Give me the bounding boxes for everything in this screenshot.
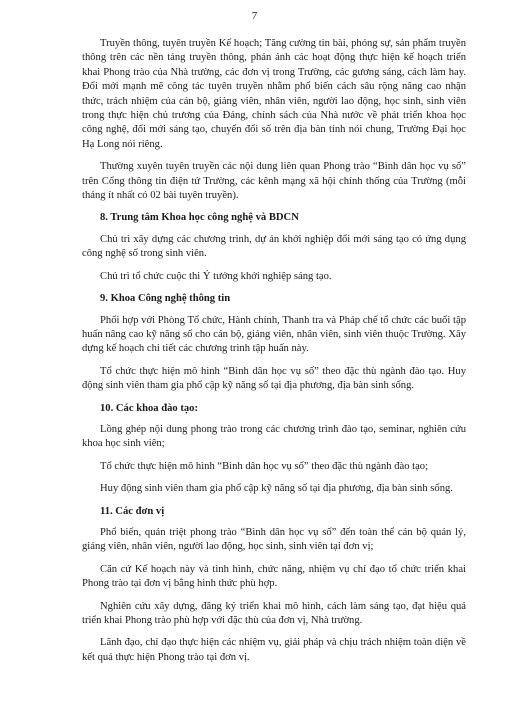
paragraph: Tổ chức thực hiện mô hình “Bình dân học vụ số” theo đặc thù ngành đào tạo. Huy động sinh viên tham gia phổ cập kỹ năng số tại địa phương, địa bàn sinh sống. — [82, 365, 466, 392]
paragraph: Căn cứ Kế hoạch này và tình hình, chức năng, nhiệm vụ chỉ đạo tổ chức triển khai Phong trào tại đơn vị bằng hình thức phù hợp. — [82, 563, 466, 590]
paragraph: Huy động sinh viên tham gia phổ cập kỹ năng số tại địa phương, địa bàn sinh sống. — [100, 483, 453, 495]
paragraph: Phổ biến, quán triệt phong trào “Bình dân học vụ số” đến toàn thể cán bộ quản lý, giảng viên, nhân viên, người lao động, học sinh, sinh viên tại đơn vị; — [82, 526, 466, 553]
document-body — [82, 37, 466, 673]
paragraph: Lồng ghép nội dung phong trào trong các chương trình đào tạo, seminar, nghiên cứu khoa học sinh viên; — [82, 423, 466, 450]
paragraph: Chủ trì tổ chức cuộc thi Ý tưởng khởi nghiệp sáng tạo. — [100, 270, 332, 282]
paragraph: Truyền thông, tuyên truyền Kế hoạch; Tăng cường tin bài, phóng sự, sản phẩm truyền thông trên các nền tảng truyền thông, phản ánh các hoạt động thực hiện kế hoạch triển khai Phong trào của Nhà trường, các đơn vị trong Trường, các gương sáng, cách làm hay. Đổi mới mạnh mẽ công tác tuyên truyền nhằm phổ biến cách sâu rộng nâng cao nhận thức, trách nhiệm của cán bộ, giảng viên, nhân viên, người lao động, học sinh, sinh viên trong thực hiện chủ trương của Đảng, chính sách của Nhà nước về phát triển khoa học công nghệ, đổi mới sáng tạo, chuyển đổi số trên địa bàn tỉnh nói chung, Trường Đại học Hạ Long nói riêng. — [82, 38, 466, 150]
section-heading: 8. Trung tâm Khoa học công nghệ và BDCN — [100, 212, 299, 224]
section-heading: 11. Các đơn vị — [100, 505, 165, 517]
paragraph: Chủ trì xây dựng các chương trình, dự án khởi nghiệp đổi mới sáng tạo có ứng dụng công nghệ số trong sinh viên. — [82, 233, 466, 260]
section-heading: 9. Khoa Công nghệ thông tin — [100, 293, 231, 305]
paragraph: Nghiên cứu xây dựng, đăng ký triển khai mô hình, cách làm sáng tạo, đạt hiệu quả triển khai Phong trào phù hợp với đặc thù của đơn vị, Nhà trường. — [82, 600, 466, 626]
paragraph: Phối hợp với Phòng Tổ chức, Hành chính, Thanh tra và Pháp chế tổ chức các buổi tập huấn nâng cao kỹ năng số cho cán bộ, giảng viên, nhân viên, sinh viên thuộc Trường. Xây dựng kế hoạch chi tiết các chương trình tập huấn này. — [82, 314, 466, 355]
section-heading: 10. Các khoa đào tạo: — [100, 402, 198, 414]
page-number: 7 — [251, 10, 258, 22]
paragraph: Lãnh đạo, chỉ đạo thực hiện các nhiệm vụ, giải pháp và chịu trách nhiệm toàn diện về kết quả thực hiện Phong trào tại đơn vị. — [82, 637, 466, 663]
paragraph: Thường xuyên tuyên truyền các nội dung liên quan Phong trào “Bình dân học vụ số” trên Cổng thông tin điện tử Trường, các kênh mạng xã hội chính thống của Trường (mỗi tháng ít nhất có 02 bài tuyên truyền). — [82, 161, 466, 202]
paragraph: Tổ chức thực hiện mô hình “Bình dân học vụ số” theo đặc thù ngành đào tạo; — [100, 460, 429, 472]
